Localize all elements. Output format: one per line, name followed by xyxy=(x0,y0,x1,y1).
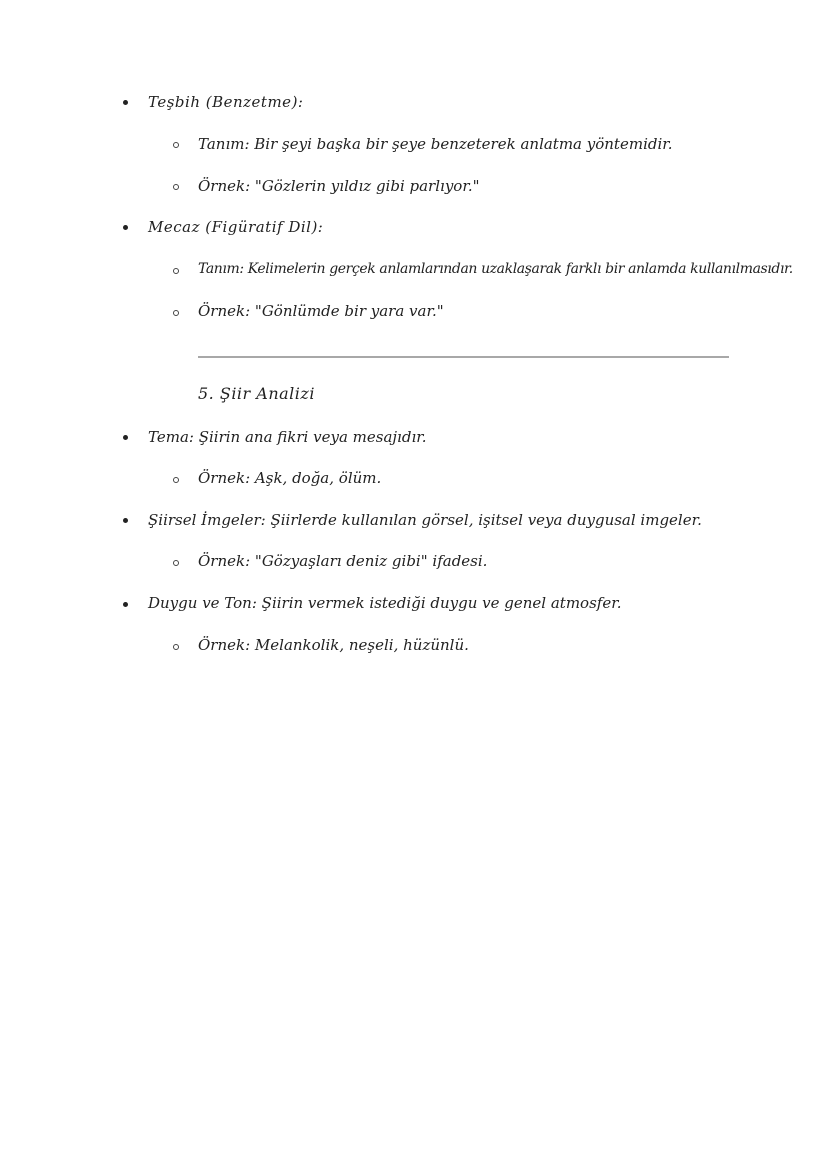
sub-item-tesbih-example: Örnek: "Gözlerin yıldız gibi parlıyor." xyxy=(198,177,480,195)
circle-bullet-icon xyxy=(173,184,179,190)
circle-bullet-icon xyxy=(173,560,179,566)
circle-bullet-icon xyxy=(173,268,179,274)
circle-bullet-icon xyxy=(173,142,179,148)
list-item-siirsel-imgeler: Şiirsel İmgeler: Şiirlerde kullanılan görsel, işitsel veya duygusal imgeler. xyxy=(148,511,702,529)
sub-item-tesbih-definition: Tanım: Bir şeyi başka bir şeye benzeterek anlatma yöntemidir. xyxy=(198,135,673,153)
sub-item-tema-example: Örnek: Aşk, doğa, ölüm. xyxy=(198,469,382,487)
list-item-duygu-ve-ton: Duygu ve Ton: Şiirin vermek istediği duygu ve genel atmosfer. xyxy=(148,594,622,612)
horizontal-divider xyxy=(198,356,729,358)
list-item-mecaz: Mecaz (Figüratif Dil): xyxy=(148,218,324,236)
bullet-icon xyxy=(123,518,128,523)
bullet-icon xyxy=(123,435,128,440)
circle-bullet-icon xyxy=(173,310,179,316)
bullet-icon xyxy=(123,225,128,230)
list-item-tema: Tema: Şiirin ana fikri veya mesajıdır. xyxy=(148,428,427,446)
bullet-icon xyxy=(123,602,128,607)
sub-item-imgeler-example: Örnek: "Gözyaşları deniz gibi" ifadesi. xyxy=(198,552,488,570)
list-item-tesbih: Teşbih (Benzetme): xyxy=(148,93,304,111)
circle-bullet-icon xyxy=(173,477,179,483)
sub-item-mecaz-example: Örnek: "Gönlümde bir yara var." xyxy=(198,302,444,320)
section-heading: 5. Şiir Analizi xyxy=(198,384,315,403)
sub-item-mecaz-definition: Tanım: Kelimelerin gerçek anlamlarından uzaklaşarak farklı bir anlamda kullanılmasıdır. xyxy=(198,261,793,277)
bullet-icon xyxy=(123,100,128,105)
circle-bullet-icon xyxy=(173,644,179,650)
sub-item-duygu-example: Örnek: Melankolik, neşeli, hüzünlü. xyxy=(198,636,469,654)
